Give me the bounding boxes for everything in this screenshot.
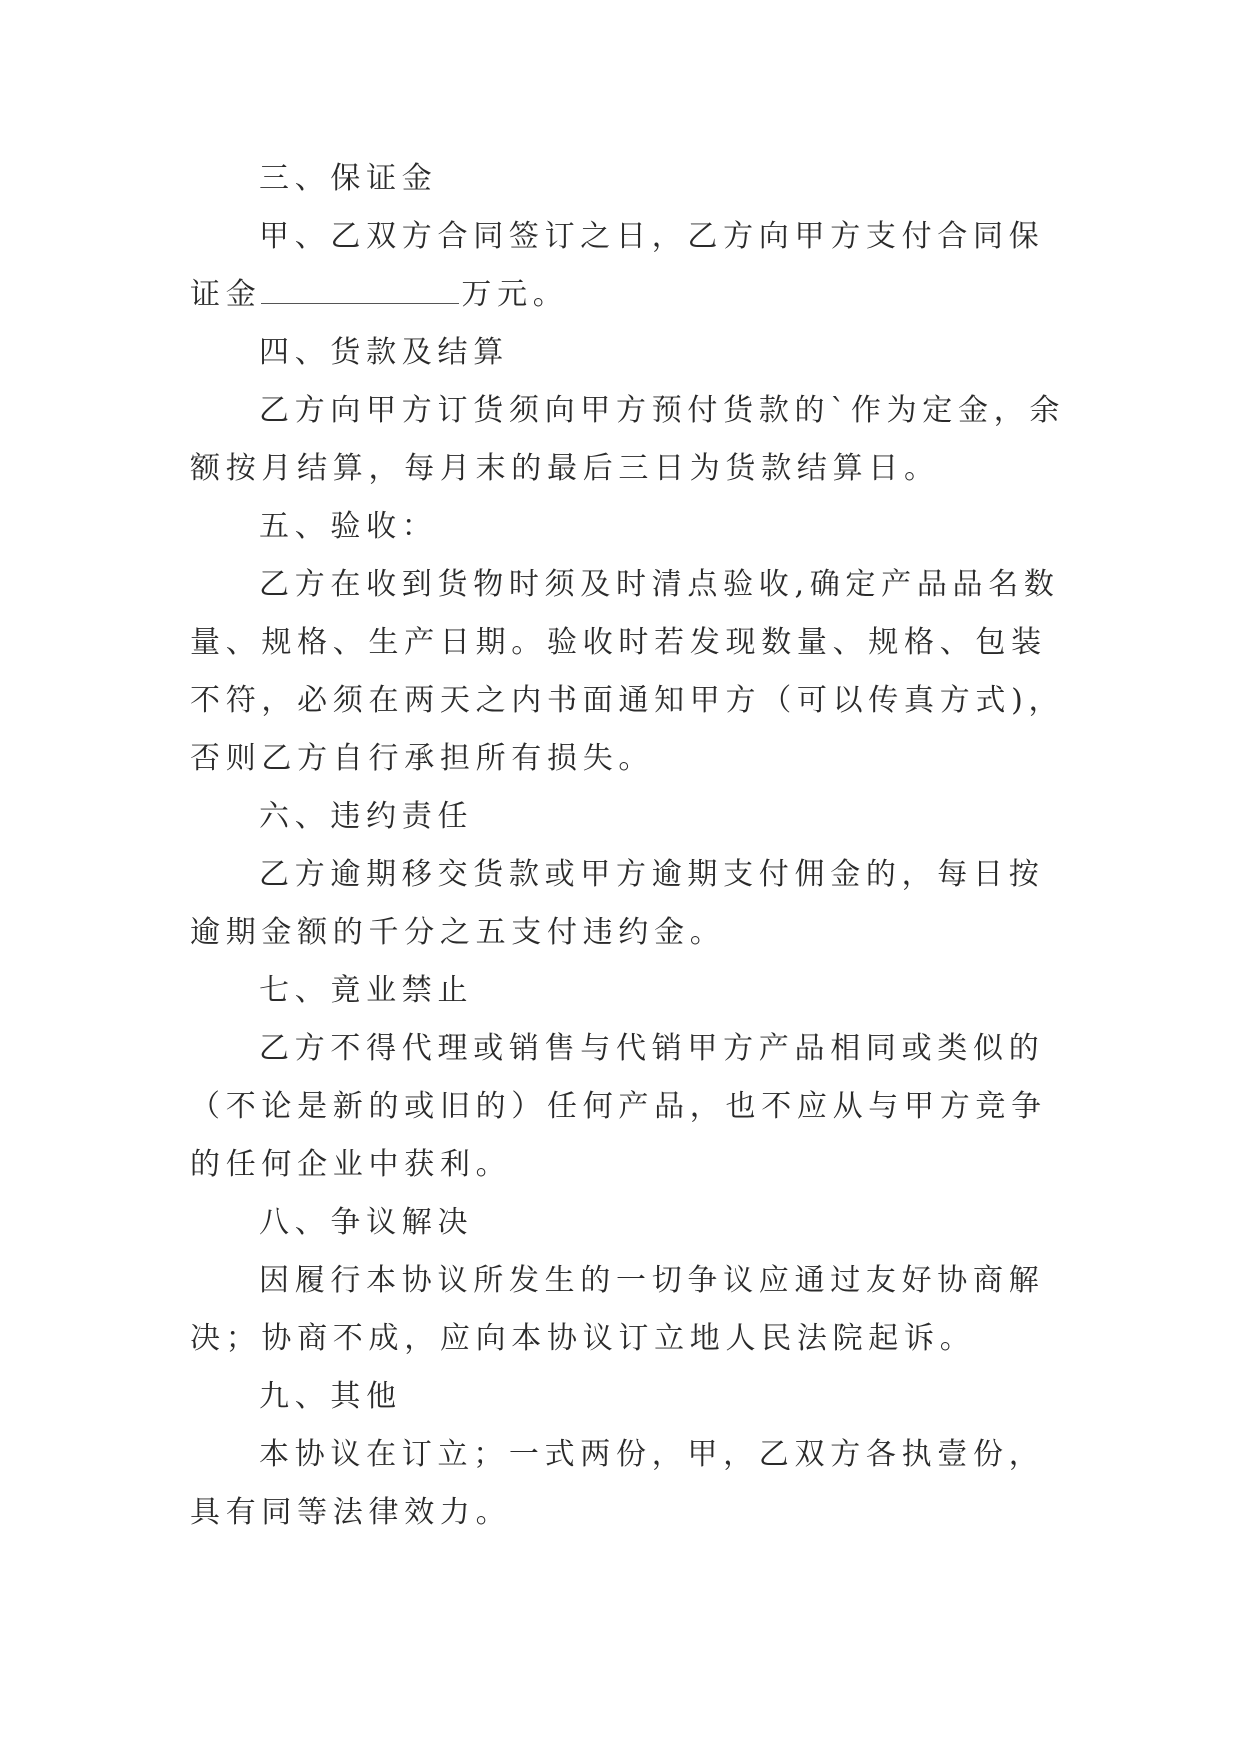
section-8-body: 因履行本协议所发生的一切争议应通过友好协商解决；协商不成，应向本协议订立地人民法院起诉。	[190, 1263, 1045, 1356]
section-3-heading: 三、保证金	[259, 161, 438, 196]
section-4-heading: 四、货款及结算	[259, 335, 509, 370]
amount-blank-line	[261, 281, 459, 304]
section-7-body: 乙方不得代理或销售与代销甲方产品相同或类似的（不论是新的或旧的）任何产品，也不应从与甲方竞争的任何企业中获利。	[190, 1031, 1047, 1182]
section-8-heading: 八、争议解决	[259, 1205, 474, 1240]
section-9-body: 本协议在订立；一式两份，甲，乙双方各执壹份，具有同等法律效力。	[190, 1437, 1045, 1530]
section-5-body: 乙方在收到货物时须及时清点验收,确定产品品名数量、规格、生产日期。验收时若发现数量、规格、包装不符，必须在两天之内书面通知甲方（可以传真方式)，否则乙方自行承担所有损失。	[190, 567, 1065, 776]
document-page	[190, 150, 1070, 1542]
section-5-heading: 五、验收：	[259, 509, 438, 544]
section-6-heading: 六、违约责任	[259, 799, 474, 834]
section-3-body-text: 甲、乙双方合同签订之日，乙方向甲方支付合同保证金	[190, 219, 1045, 312]
section-9-heading: 九、其他	[259, 1379, 402, 1414]
section-3-body	[190, 208, 1070, 324]
section-3-body-unit: 万元。	[461, 277, 569, 312]
section-7-heading: 七、竟业禁止	[259, 973, 474, 1008]
section-4-body: 乙方向甲方订货须向甲方预付货款的`作为定金，余额按月结算，每月末的最后三日为货款结算日。	[190, 393, 1066, 486]
section-6-body: 乙方逾期移交货款或甲方逾期支付佣金的，每日按逾期金额的千分之五支付违约金。	[190, 857, 1045, 950]
